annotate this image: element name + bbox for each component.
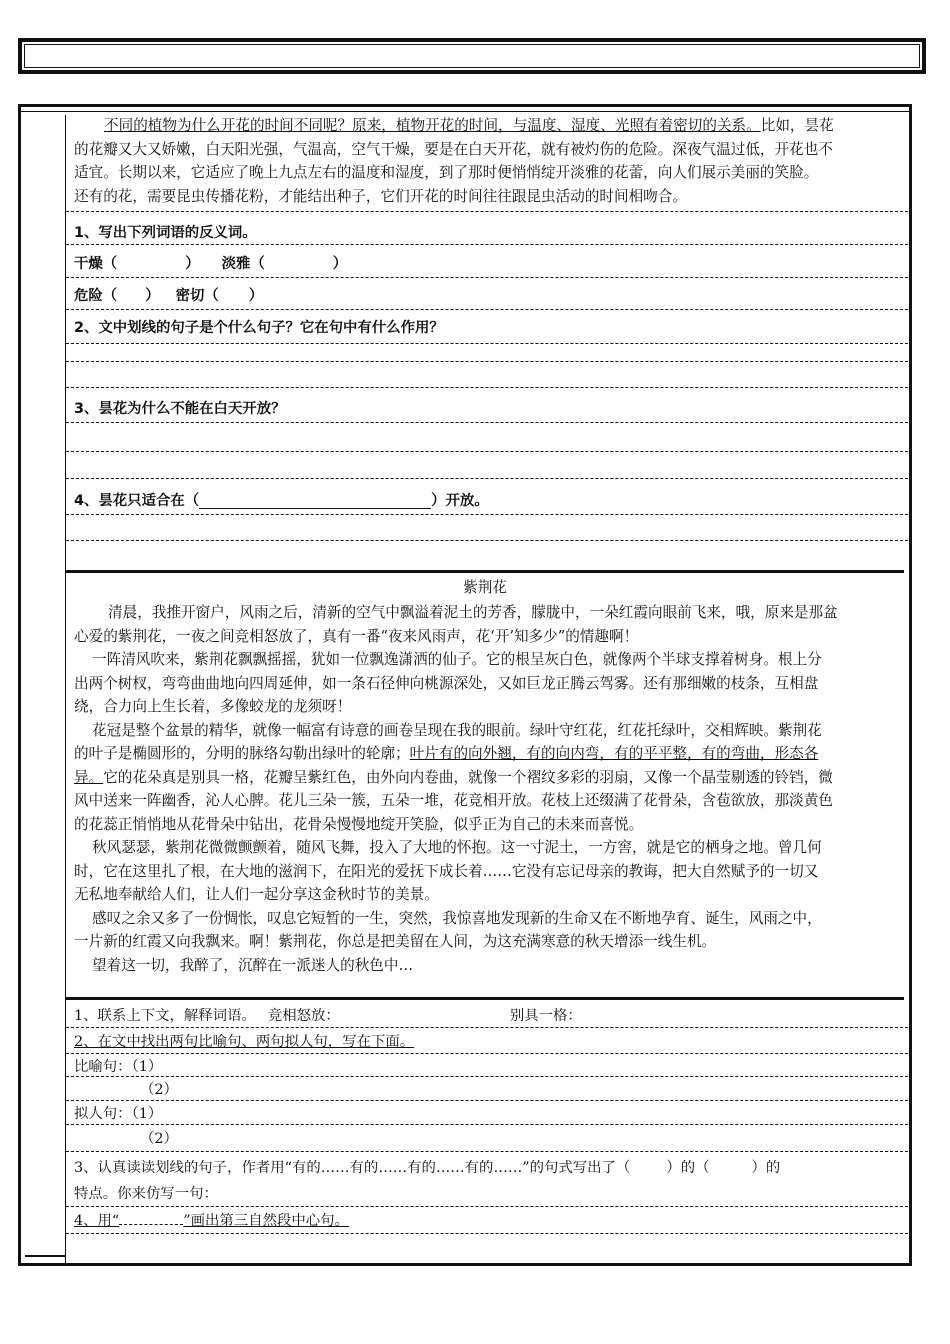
underlined-sentence: 不同的植物为什么开花的时间不同呢？原来，植物开花的时间，与温度、湿度、光照有着密切的关系。 <box>104 117 761 134</box>
passage-2-title: 紫荆花 <box>463 579 507 596</box>
s3-question-2: 2、在文中找出两句比喻句、两句拟人句，写在下面。 <box>74 1034 415 1050</box>
margin-bar <box>25 1255 65 1257</box>
s3-question-1: 1、联系上下文，解释词语。 竞相怒放： 别具一格： <box>74 1008 582 1024</box>
passage-1: 不同的植物为什么开花的时间不同呢？原来，植物开花的时间，与温度、湿度、光照有着密切的关系。比如，昙花 的花瓣又大又娇嫩，白天阳光强，气温高，空气干燥，要是在白天开花，就有被灼伤的危险。深夜气温过低，开花也不 适宜。长期以来，它适应了晚上九点左右的温度和湿度，到了那时便悄悄绽开淡雅的花蕾，向人们展示美丽的笑脸。 还有的花，需要昆虫传播花粉，才能结出种子，它们开花的时间往往跟昆虫活动的时间相吻合。 <box>74 117 834 205</box>
simile-1: 比喻句：（1） <box>74 1059 163 1075</box>
question-1-title: 1、写出下列词语的反义词。 <box>74 225 257 241</box>
margin-column <box>65 115 66 1263</box>
s3-question-3-line2: 特点。你来仿写一句： <box>74 1186 218 1202</box>
question-2-title: 2、文中划线的句子是个什么句子？它在句中有什么作用？ <box>74 320 444 336</box>
question-4: 4、昙花只适合在（ ）开放。 <box>74 493 489 509</box>
question-3-title: 3、昙花为什么不能在白天开放？ <box>74 401 286 417</box>
question-1-row2: 危险（ ） 密切（ ） <box>74 288 264 304</box>
section-divider-2 <box>66 997 904 1000</box>
s3-question-4: 4、用“ ”画出第三自然段中心句。 <box>74 1213 349 1229</box>
passage-2: 清晨，我推开窗户，风雨之后，清新的空气中飘溢着泥土的芳香，朦胧中，一朵红霞向眼前飞来，哦，原来是那盆 心爱的紫荆花，一夜之间竞相怒放了，真有一番“夜来风雨声，花‘开’知多少”的情趣啊！ 一阵清风吹来，紫荆花飘飘摇摇，犹如一位飘逸潇洒的仙子。它的根呈灰白色，就像两个半球支撑着树身。根上分 出两个树杈，弯弯曲曲地向四周延伸，如一条石径伸向桃源深处，又如巨龙正腾云驾雾。还有那细嫩的枝条，互相盘 绕，合力向上生长着，多像蛟龙的龙须呀！ 花冠是整个盆景的精华，就像一幅富有诗意的画卷呈现在我的眼前。绿叶守红花，红花托绿叶，交相辉映。紫荆花 的叶子是椭圆形的，分明的脉络勾勒出绿叶的轮廓；叶片有的向外翘，有的向内弯，有的平平整，有的弯曲，形态各 异。它的花朵真是别具一格，花瓣呈紫红色，由外向内卷曲，就像一个褶纹多彩的羽扇，又像一个晶莹剔透的铃铛，微 风中送来一阵幽香，沁人心脾。花儿三朵一簇，五朵一堆，花竞相开放。花枝上还缀满了花骨朵，含苞欲放，那淡黄色 的花蕊正悄悄地从花骨朵中钻出，花骨朵慢慢地绽开笑脸，似乎正为自己的未来而喜悦。 秋风瑟瑟，紫荆花微微颤颤着，随风飞舞，投入了大地的怀抱。这一寸泥土，一方窖，就是它的栖身之地。曾几何 时，它在这里扎了根，在大地的滋润下，在阳光的爱抚下成长着……它没有忘记母亲的教诲，把大自然赋予的一切又 无私地奉献给人们，让人们一起分享这金秋时节的美景。 感叹之余又多了一份惆怅，叹息它短暂的一生，突然，我惊喜地发现新的生命又在不断地孕育、诞生，风雨之中， 一片新的红霞又向我飘来。啊！紫荆花，你总是把美留在人间，为这充满寒意的秋天增添一线生机。 望着这一切，我醉了，沉醉在一派迷人的秋色中… <box>74 604 838 974</box>
question-1-row1: 干燥（ ） 淡雅（ ） <box>74 256 348 272</box>
simile-2: （2） <box>140 1082 178 1098</box>
s3-question-3: 3、认真读读划线的句子，作者用“有的……有的……有的……有的……”的句式写出了（ ）的（ ）的 <box>74 1160 781 1176</box>
personification-2: （2） <box>140 1131 178 1147</box>
header-box <box>18 38 926 74</box>
underlined-sentence-2: 叶片有的向外翘，有的向内弯，有的平平整，有的弯曲，形态各 <box>409 745 819 762</box>
personification-1: 拟人句：（1） <box>74 1106 163 1122</box>
section-divider <box>66 570 904 573</box>
